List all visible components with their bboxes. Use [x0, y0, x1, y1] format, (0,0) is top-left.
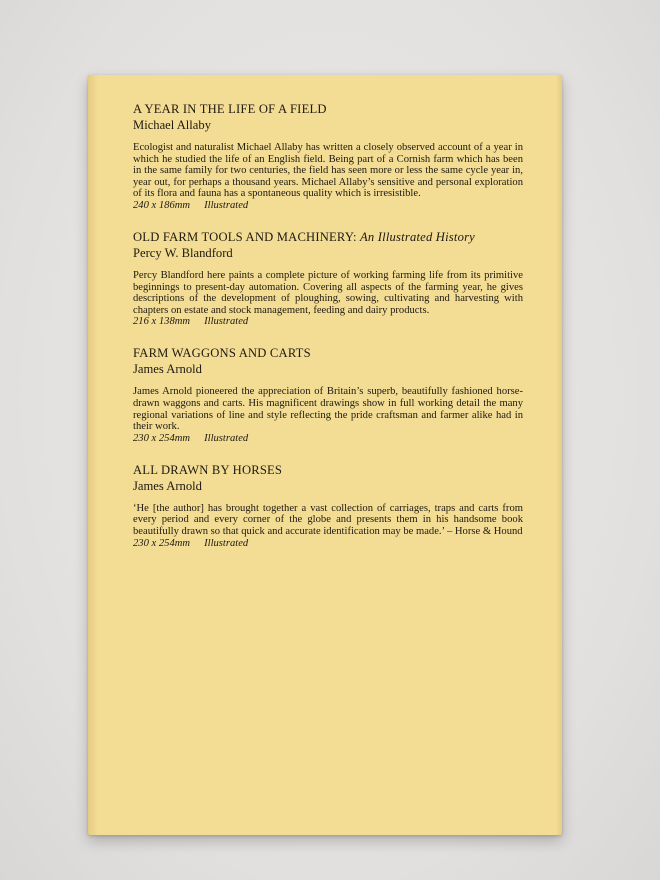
- book-title-text: ALL DRAWN BY HORSES: [133, 462, 283, 477]
- book-format: Illustrated: [204, 199, 249, 211]
- book-title-text: FARM WAGGONS AND CARTS: [133, 346, 311, 361]
- book-title-text: A YEAR IN THE LIFE OF A FIELD: [133, 102, 327, 116]
- book-entry: [133, 230, 523, 328]
- book-size: 230 x 254mm: [133, 537, 191, 549]
- book-title: [133, 346, 523, 361]
- book-entry: [133, 102, 523, 212]
- book-title: [133, 230, 523, 245]
- book-author: James Arnold: [133, 362, 202, 377]
- book-back-cover: [88, 75, 562, 835]
- book-description: Percy Blandford here paints a complete picture of working farming life from its primitive beginnings to present-day automation. Covering all aspects of the farming year, he gives descriptions of the development of ploughing, sowing, cultivating and harvesting with chapters on estate and stock management, feeding and dairy products.: [133, 269, 523, 316]
- book-format: Illustrated: [204, 316, 249, 328]
- book-entry: [133, 346, 523, 444]
- book-subtitle: An Illustrated History: [360, 229, 475, 244]
- book-list: [133, 102, 523, 568]
- book-meta: [133, 433, 523, 445]
- book-author: Michael Allaby: [133, 118, 211, 132]
- book-title: [133, 463, 523, 478]
- book-entry: [133, 463, 523, 550]
- book-size: 230 x 254mm: [133, 432, 191, 444]
- book-description: James Arnold pioneered the appreciation of Britain’s superb, beautifully fashioned horse-drawn waggons and carts. His magnificent drawings show in full working detail the many regional variations of line and style reflecting the pride craftsman and farmer alike had in their work.: [133, 386, 523, 433]
- book-format: Illustrated: [204, 537, 249, 549]
- book-description: Ecologist and naturalist Michael Allaby has written a closely observed account of a year in which he studied the life of an English field. Being part of a Cornish farm which has been in the same family for two centuries, the field has seen more or less the same cycle year in, year out, for perhaps a thousand years. Michael Allaby’s sensitive and personal exploration of its flora and fauna has a spontaneous quality which is irresistible.: [133, 142, 523, 200]
- book-title-text: OLD FARM TOOLS AND MACHINERY:: [133, 229, 357, 244]
- book-description: ‘He [the author] has brought together a vast collection of carriages, traps and carts from every period and every corner of the globe and presents them in his handsome book beautifully drawn so that quick and accurate identification may be made.’ – Horse & Hound: [133, 502, 523, 537]
- book-meta: [133, 200, 523, 212]
- book-title: [133, 102, 523, 117]
- book-meta: [133, 316, 523, 328]
- book-size: 240 x 186mm: [133, 199, 191, 211]
- book-format: Illustrated: [204, 432, 249, 444]
- book-author: James Arnold: [133, 478, 202, 493]
- book-author: Percy W. Blandford: [133, 245, 233, 260]
- book-size: 216 x 138mm: [133, 316, 191, 328]
- book-meta: [133, 538, 523, 550]
